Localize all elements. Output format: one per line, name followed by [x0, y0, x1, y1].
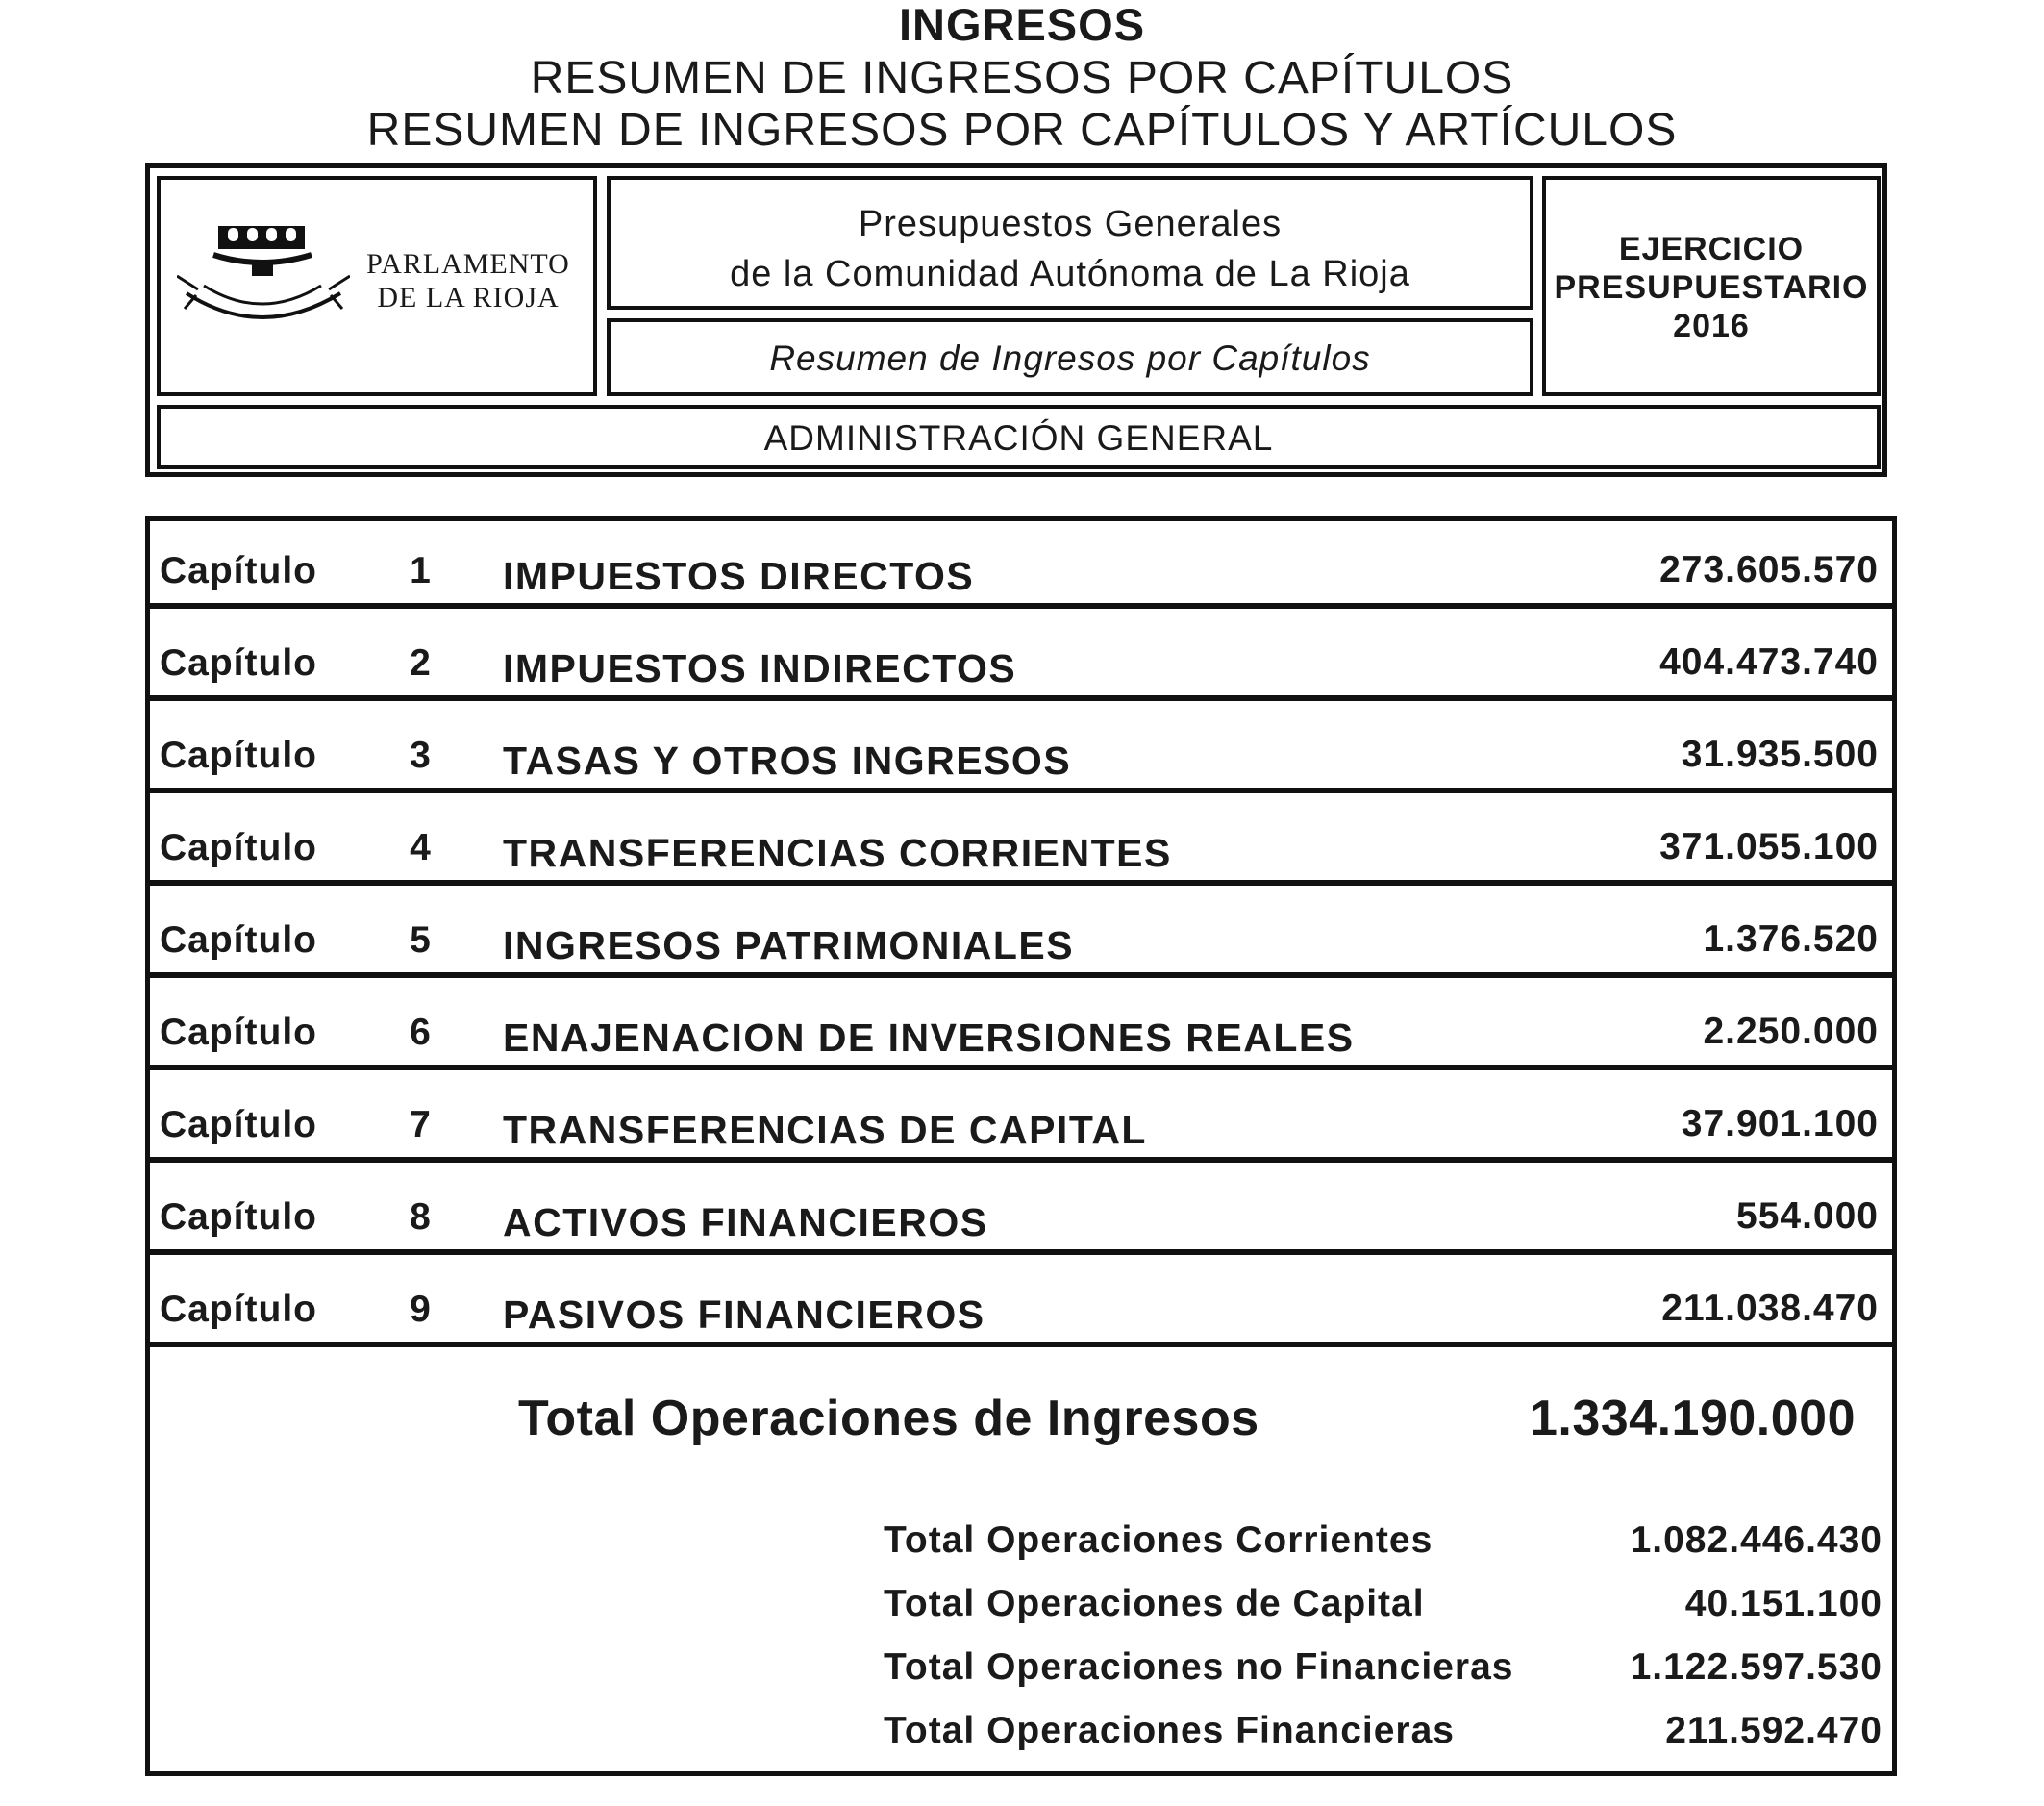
table-row — [150, 1075, 1892, 1163]
chapter-value: 554.000 — [1736, 1195, 1879, 1237]
subtotal-label: Total Operaciones Corrientes — [884, 1519, 1433, 1561]
chapter-name: TRANSFERENCIAS DE CAPITAL — [503, 1108, 1147, 1152]
chapter-number: 4 — [410, 827, 431, 868]
row-divider — [150, 880, 1892, 886]
table-row — [150, 983, 1892, 1070]
logo-text-line2: DE LA RIOJA — [377, 282, 560, 314]
chapter-number: 6 — [410, 1012, 431, 1053]
logo-text-line1: PARLAMENTO — [366, 248, 570, 280]
logo-box — [157, 176, 597, 396]
row-divider — [150, 972, 1892, 978]
ejercicio-box — [1542, 176, 1881, 396]
chapter-number: 9 — [410, 1289, 431, 1330]
chapter-value: 404.473.740 — [1659, 641, 1879, 683]
row-divider — [150, 1157, 1892, 1163]
chapter-number: 2 — [410, 642, 431, 684]
ejercicio-line2: PRESUPUESTARIO — [1554, 269, 1869, 306]
resumen-box: Resumen de Ingresos por Capítulos — [607, 318, 1533, 396]
chapter-name: IMPUESTOS INDIRECTOS — [503, 646, 1017, 690]
chapter-number: 3 — [410, 735, 431, 776]
chapter-label: Capítulo — [160, 735, 317, 776]
budget-title-line1: Presupuestos Generales — [858, 204, 1283, 244]
subtotal-label: Total Operaciones no Financieras — [884, 1646, 1514, 1688]
row-divider — [150, 1065, 1892, 1070]
table-row — [150, 521, 1892, 609]
chapter-name: PASIVOS FINANCIEROS — [503, 1292, 985, 1337]
table-row — [150, 890, 1892, 978]
page-title: INGRESOS — [898, 0, 1146, 50]
chapter-label: Capítulo — [160, 919, 317, 961]
subtotal-value: 1.082.446.430 — [1630, 1519, 1882, 1561]
row-divider — [150, 603, 1892, 609]
chapter-label: Capítulo — [160, 1012, 317, 1053]
row-divider — [150, 1249, 1892, 1255]
chapter-value: 2.250.000 — [1703, 1011, 1879, 1052]
page-subtitle-secondary: RESUMEN DE INGRESOS POR CAPÍTULOS Y ARTÍCULOS — [366, 105, 1678, 156]
subtotal-value: 211.592.470 — [1665, 1710, 1882, 1751]
chapter-value: 211.038.470 — [1661, 1288, 1879, 1329]
row-divider — [150, 1342, 1892, 1347]
subtotal-label: Total Operaciones de Capital — [884, 1583, 1425, 1624]
ejercicio-line1: EJERCICIO — [1618, 231, 1805, 267]
chapter-label: Capítulo — [160, 550, 317, 591]
chapter-name: ENAJENACION DE INVERSIONES REALES — [503, 1016, 1355, 1060]
chapter-name: TASAS Y OTROS INGRESOS — [503, 739, 1072, 783]
total-label: Total Operaciones de Ingresos — [518, 1391, 1259, 1446]
chapter-name: TRANSFERENCIAS CORRIENTES — [503, 831, 1172, 875]
chapter-number: 5 — [410, 919, 431, 961]
chapter-value: 1.376.520 — [1703, 918, 1879, 960]
chapter-label: Capítulo — [160, 1289, 317, 1330]
table-row — [150, 614, 1892, 701]
chapter-name: INGRESOS PATRIMONIALES — [503, 923, 1075, 967]
chapter-number: 8 — [410, 1196, 431, 1238]
parlamento-logo-icon — [177, 226, 350, 332]
row-divider — [150, 695, 1892, 701]
page-subtitle: RESUMEN DE INGRESOS POR CAPÍTULOS — [530, 53, 1514, 104]
chapter-value: 273.605.570 — [1659, 549, 1879, 590]
chapter-number: 1 — [410, 550, 431, 591]
subtotal-value: 40.151.100 — [1684, 1583, 1882, 1624]
subtotal-value: 1.122.597.530 — [1630, 1646, 1882, 1688]
chapter-label: Capítulo — [160, 642, 317, 684]
logo-text — [358, 247, 579, 314]
administracion-box: ADMINISTRACIÓN GENERAL — [157, 405, 1881, 469]
table-row — [150, 706, 1892, 793]
chapter-value: 31.935.500 — [1681, 734, 1879, 775]
table-row — [150, 1260, 1892, 1347]
subtotal-label: Total Operaciones Financieras — [884, 1710, 1455, 1751]
ejercicio-year: 2016 — [1673, 308, 1750, 344]
chapter-number: 7 — [410, 1104, 431, 1145]
row-divider — [150, 788, 1892, 793]
budget-title-line2: de la Comunidad Autónoma de La Rioja — [730, 254, 1410, 294]
chapter-name: IMPUESTOS DIRECTOS — [503, 554, 975, 598]
table-row — [150, 1167, 1892, 1255]
chapter-value: 371.055.100 — [1659, 826, 1879, 867]
chapter-name: ACTIVOS FINANCIEROS — [503, 1200, 988, 1244]
chapter-label: Capítulo — [160, 1196, 317, 1238]
table-row — [150, 798, 1892, 886]
chapter-value: 37.901.100 — [1681, 1103, 1879, 1144]
chapter-label: Capítulo — [160, 1104, 317, 1145]
total-value: 1.334.190.000 — [1529, 1391, 1856, 1446]
budget-title-box — [607, 176, 1533, 310]
chapter-label: Capítulo — [160, 827, 317, 868]
